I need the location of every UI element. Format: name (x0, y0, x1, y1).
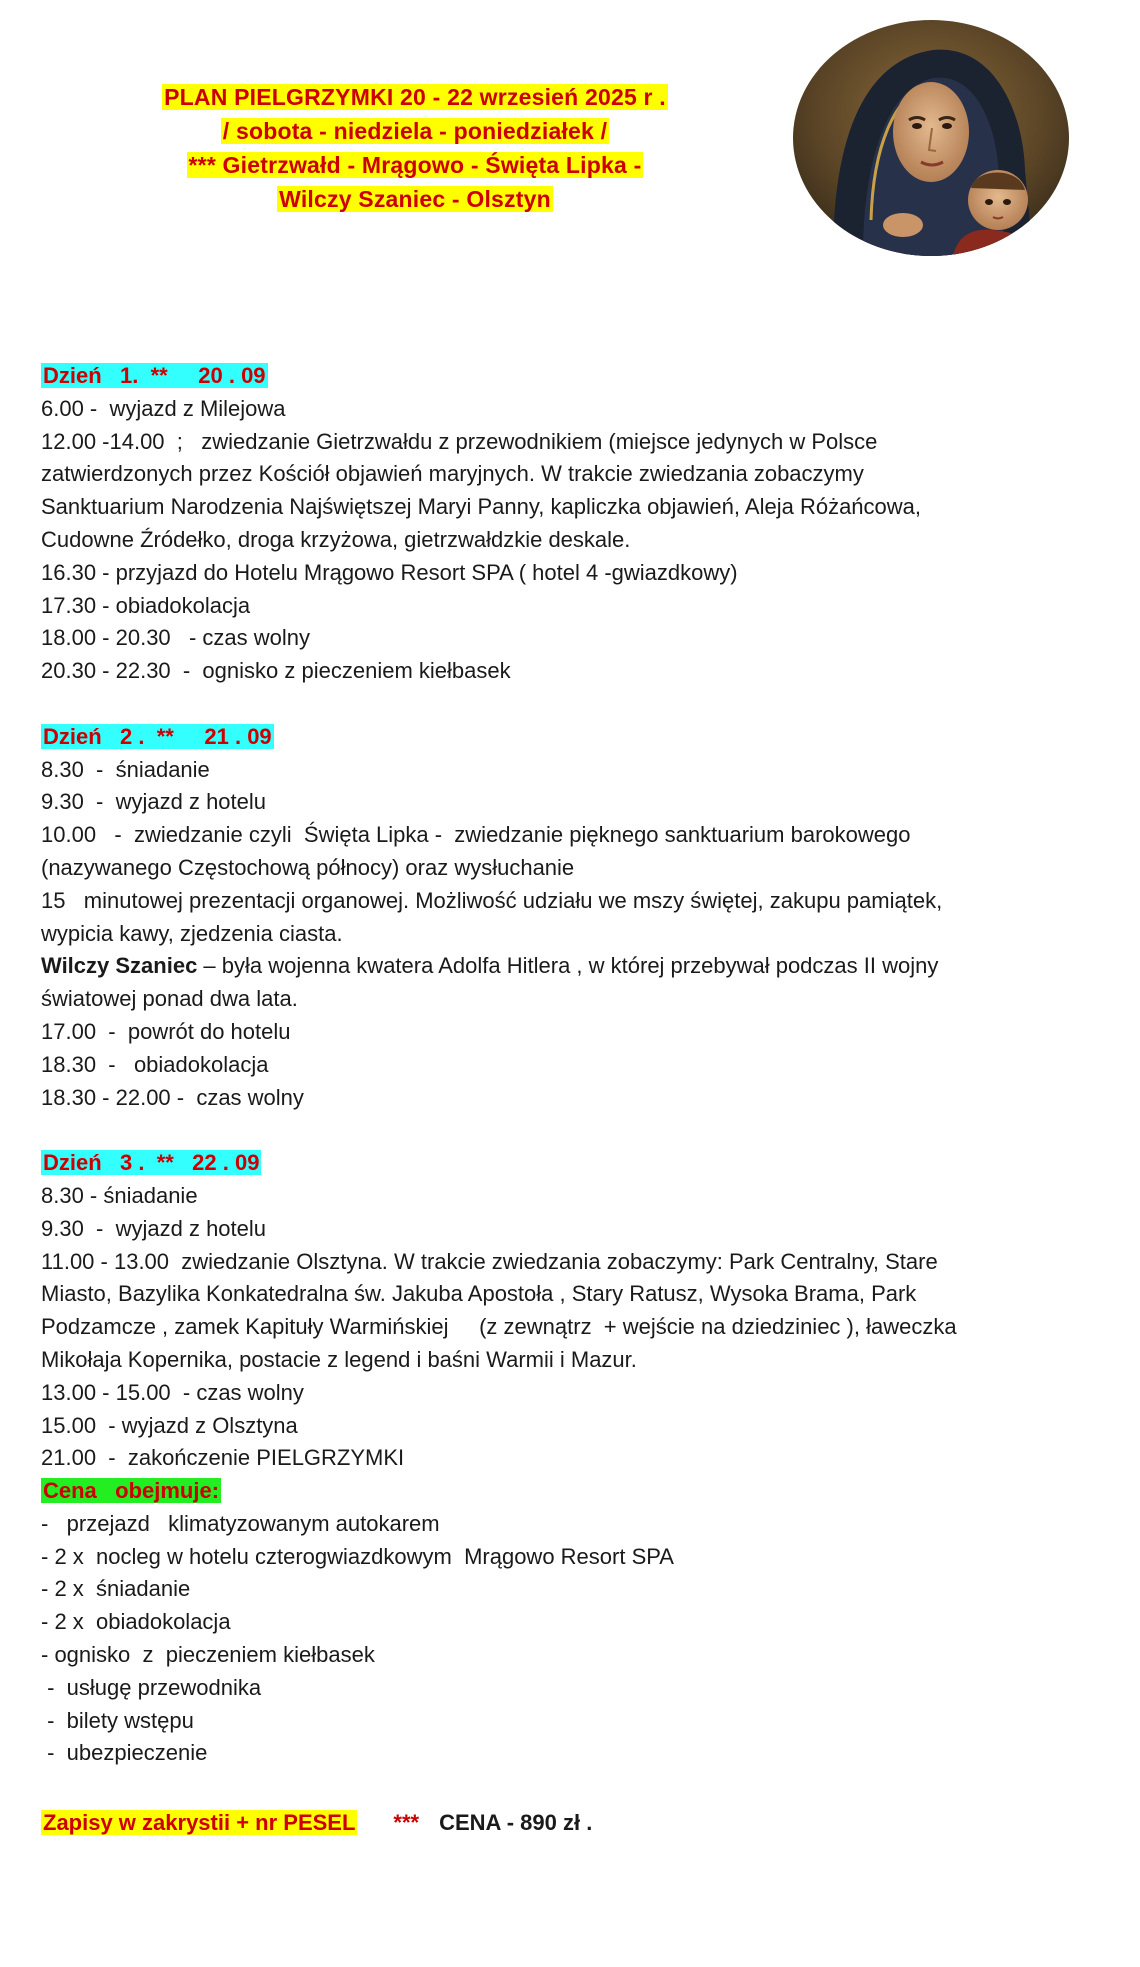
day1-line: 18.00 - 20.30 - czas wolny (41, 625, 311, 651)
day2-line: 18.30 - 22.00 - czas wolny (41, 1084, 304, 1110)
day3-line: 8.30 - śniadanie (41, 1182, 198, 1208)
day2-line: wypicia kawy, zjedzenia ciasta. (41, 920, 343, 946)
day1-heading (41, 360, 1101, 393)
price-includes-heading (41, 1475, 1101, 1508)
price-item: - usługę przewodnika (41, 1674, 262, 1700)
day3-line: Mikołaja Kopernika, postacie z legend i baśni Warmii i Mazur. (41, 1346, 637, 1372)
day3-line: 9.30 - wyjazd z hotelu (41, 1215, 267, 1241)
day3-heading (41, 1147, 1101, 1180)
day2-heading (41, 721, 1101, 754)
signup-footer (41, 1807, 1101, 1840)
day3-line: 21.00 - zakończenie PIELGRZYMKI (41, 1445, 405, 1471)
price-item: - ognisko z pieczeniem kiełbasek (41, 1642, 375, 1668)
document-title (55, 80, 775, 216)
madonna-with-child-icon-svg (793, 20, 1069, 256)
price-item: - ubezpieczenie (41, 1740, 208, 1766)
day2-line: 9.30 - wyjazd z hotelu (41, 789, 267, 815)
day2-line: 8.30 - śniadanie (41, 756, 210, 782)
title-line-1: PLAN PIELGRZYMKI 20 - 22 wrzesień 2025 r . (164, 84, 666, 110)
price-item: - bilety wstępu (41, 1707, 194, 1733)
day2-line: 18.30 - obiadokolacja (41, 1051, 269, 1077)
day3-line: 15.00 - wyjazd z Olsztyna (41, 1412, 298, 1438)
day2-line: 10.00 - zwiedzanie czyli Święta Lipka - zwiedzanie pięknego sanktuarium barokowego (41, 822, 911, 848)
day1-line: Sanktuarium Narodzenia Najświętszej Maryi Panny, kapliczka objawień, Aleja Różańcowa, (41, 494, 922, 520)
plan-content (41, 360, 1101, 1770)
price-item: - 2 x śniadanie (41, 1576, 191, 1602)
price-item: - 2 x nocleg w hotelu czterogwiazdkowym Mrągowo Resort SPA (41, 1543, 674, 1569)
day3-line: Miasto, Bazylika Konkatedralna św. Jakuba Apostoła , Stary Ratusz, Wysoka Brama, Park (41, 1281, 917, 1307)
day1-line: Cudowne Źródełko, droga krzyżowa, gietrzwałdzkie deskale. (41, 526, 631, 552)
day1-line: 20.30 - 22.30 - ognisko z pieczeniem kiełbasek (41, 658, 511, 684)
day3-line: Podzamcze , zamek Kapituły Warmińskiej (z zewnątrz + wejście na dziedziniec ), ławeczka (41, 1314, 957, 1340)
price-item: - 2 x obiadokolacja (41, 1609, 231, 1635)
day3-heading-text: Dzień 3 . ** 22 . 09 (43, 1150, 260, 1176)
day1-line: zatwierdzonych przez Kościół objawień maryjnych. W trakcie zwiedzania zobaczymy (41, 461, 864, 487)
day3-line: 13.00 - 15.00 - czas wolny (41, 1379, 304, 1405)
price-item: - przejazd klimatyzowanym autokarem (41, 1510, 440, 1536)
day2-line: 15 minutowej prezentacji organowej. Możliwość udziału we mszy świętej, zakupu pamiątek, (41, 887, 943, 913)
day2-heading-text: Dzień 2 . ** 21 . 09 (43, 723, 272, 749)
day1-line: 6.00 - wyjazd z Milejowa (41, 395, 286, 421)
day1-heading-text: Dzień 1. ** 20 . 09 (43, 363, 266, 388)
price-text: CENA - 890 zł . (439, 1810, 593, 1835)
spacer (41, 688, 1101, 721)
price-includes-heading-text: Cena obejmuje: (43, 1478, 220, 1504)
wilczy-szaniec-label: Wilczy Szaniec (41, 953, 198, 979)
day2-wilczy-line (41, 950, 1101, 983)
day2-line: światowej ponad dwa lata. (41, 986, 298, 1012)
signup-text: Zapisy w zakrystii + nr PESEL (43, 1810, 356, 1835)
spacer (41, 1114, 1101, 1147)
day1-line: 12.00 -14.00 ; zwiedzanie Gietrzwałdu z przewodnikiem (miejsce jedynych w Polsce (41, 428, 878, 454)
title-line-3: *** Gietrzwałd - Mrągowo - Święta Lipka - (188, 152, 642, 178)
madonna-with-child-icon (793, 20, 1069, 256)
day1-line: 16.30 - przyjazd do Hotelu Mrągowo Resort SPA ( hotel 4 -gwiazdkowy) (41, 559, 738, 585)
day2-line: (nazywanego Częstochową północy) oraz wysłuchanie (41, 854, 575, 880)
day2-line: 17.00 - powrót do hotelu (41, 1018, 291, 1044)
title-line-4: Wilczy Szaniec - Olsztyn (279, 186, 551, 212)
day1-line: 17.30 - obiadokolacja (41, 592, 251, 618)
separator-stars: *** (393, 1810, 420, 1835)
wilczy-szaniec-text: – była wojenna kwatera Adolfa Hitlera , w której przebywał podczas II wojny (197, 953, 939, 979)
title-line-2: / sobota - niedziela - poniedziałek / (222, 118, 608, 144)
day3-line: 11.00 - 13.00 zwiedzanie Olsztyna. W trakcie zwiedzania zobaczymy: Park Centralny, Stare (41, 1248, 938, 1274)
